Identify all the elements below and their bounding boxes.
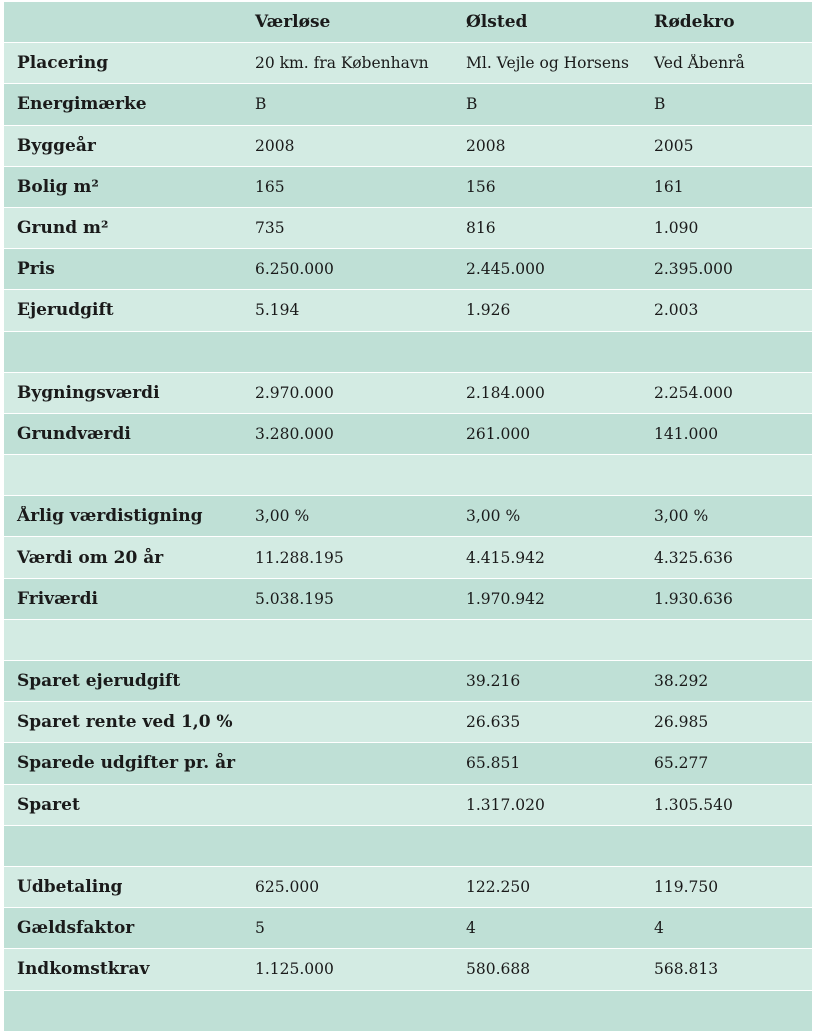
table-cell: 3,00 % <box>255 507 310 526</box>
table-row <box>4 579 812 620</box>
table-cell: 2.970.000 <box>255 383 334 402</box>
table-row <box>4 332 812 373</box>
table-cell: 4.415.942 <box>466 548 545 567</box>
table-row <box>4 208 812 249</box>
row-label: Grundværdi <box>17 423 131 444</box>
table-row <box>4 620 812 661</box>
table-cell: 1.926 <box>466 301 511 320</box>
table-cell: 261.000 <box>466 424 531 443</box>
table-cell: 6.250.000 <box>255 260 334 279</box>
table-row <box>4 249 812 290</box>
row-label: Bolig m² <box>17 176 99 197</box>
table-cell: 1.125.000 <box>255 960 334 979</box>
table-cell: 156 <box>466 177 496 196</box>
row-label: Indkomstkrav <box>17 959 150 980</box>
table-row <box>4 84 812 125</box>
table-cell: 11.288.195 <box>255 548 344 567</box>
table-row <box>4 167 812 208</box>
table-row <box>4 702 812 743</box>
table-cell: 161 <box>654 177 684 196</box>
table-cell: 4 <box>654 919 664 938</box>
table-cell: 65.277 <box>654 754 709 773</box>
row-label: Energimærke <box>17 94 147 115</box>
table-cell: 2.003 <box>654 301 699 320</box>
table-row <box>4 908 812 949</box>
table-body <box>4 43 812 1032</box>
table-cell: 20 km. fra København <box>255 54 429 73</box>
row-label: Grund m² <box>17 218 109 239</box>
header-cell-vaerloese: Værløse <box>255 12 331 33</box>
comparison-table <box>4 2 812 1032</box>
row-label: Værdi om 20 år <box>17 547 164 568</box>
row-label: Udbetaling <box>17 877 123 898</box>
table-cell: 122.250 <box>466 878 531 897</box>
table-row <box>4 949 812 990</box>
row-label: Ejerudgift <box>17 300 114 321</box>
table-cell: 165 <box>255 177 285 196</box>
table-row <box>4 496 812 537</box>
table-row <box>4 826 812 867</box>
row-label: Friværdi <box>17 588 98 609</box>
table-row <box>4 290 812 331</box>
row-label: Sparet ejerudgift <box>17 671 181 692</box>
table-cell: 5 <box>255 919 265 938</box>
table-row <box>4 126 812 167</box>
table-cell: B <box>255 95 267 114</box>
table-row <box>4 991 812 1032</box>
table-cell: 3,00 % <box>466 507 521 526</box>
table-row <box>4 661 812 702</box>
table-cell: 625.000 <box>255 878 320 897</box>
table-row <box>4 414 812 455</box>
table-cell: 2.395.000 <box>654 260 733 279</box>
row-label: Gældsfaktor <box>17 918 135 939</box>
table-cell: 5.194 <box>255 301 300 320</box>
table-cell: 580.688 <box>466 960 531 979</box>
table-cell: 2008 <box>255 136 295 155</box>
table-cell: 3.280.000 <box>255 424 334 443</box>
row-label: Årlig værdistigning <box>17 506 203 527</box>
table-cell: B <box>654 95 666 114</box>
row-label: Byggeår <box>17 135 96 156</box>
table-cell: 26.985 <box>654 713 709 732</box>
table-row <box>4 785 812 826</box>
table-row <box>4 373 812 414</box>
table-cell: 1.970.942 <box>466 589 545 608</box>
table-cell: 2.445.000 <box>466 260 545 279</box>
header-cell-roedekro: Rødekro <box>654 12 735 33</box>
table-cell: 2005 <box>654 136 694 155</box>
table-cell: 141.000 <box>654 424 719 443</box>
table-row <box>4 455 812 496</box>
table-cell: 2.184.000 <box>466 383 545 402</box>
table-cell: 4.325.636 <box>654 548 733 567</box>
table-cell: Ved Åbenrå <box>654 54 745 73</box>
table-cell: 4 <box>466 919 476 938</box>
table-cell: 5.038.195 <box>255 589 334 608</box>
row-label: Bygningsværdi <box>17 382 160 403</box>
row-label: Pris <box>17 259 55 280</box>
table-row <box>4 43 812 84</box>
table-row <box>4 867 812 908</box>
row-label: Sparet rente ved 1,0 % <box>17 712 233 733</box>
table-cell: 1.305.540 <box>654 795 733 814</box>
table-cell: 1.090 <box>654 219 699 238</box>
row-label: Sparet <box>17 794 80 815</box>
table-cell: 119.750 <box>654 878 719 897</box>
table-cell: 26.635 <box>466 713 521 732</box>
table-cell: 38.292 <box>654 672 709 691</box>
row-label: Placering <box>17 53 109 74</box>
table-cell: 39.216 <box>466 672 521 691</box>
table-cell: 1.317.020 <box>466 795 545 814</box>
table-cell: 568.813 <box>654 960 719 979</box>
table-cell: 65.851 <box>466 754 521 773</box>
table-cell: 2008 <box>466 136 506 155</box>
table-cell: 1.930.636 <box>654 589 733 608</box>
table-cell: 3,00 % <box>654 507 709 526</box>
table-cell: B <box>466 95 478 114</box>
table-cell: 2.254.000 <box>654 383 733 402</box>
table-row <box>4 743 812 784</box>
table-cell: 816 <box>466 219 496 238</box>
header-cell-oelsted: Ølsted <box>466 12 528 33</box>
table-cell: 735 <box>255 219 285 238</box>
table-header-row <box>4 2 812 43</box>
table-cell: Ml. Vejle og Horsens <box>466 54 629 73</box>
row-label: Sparede udgifter pr. år <box>17 753 236 774</box>
table-row <box>4 537 812 578</box>
